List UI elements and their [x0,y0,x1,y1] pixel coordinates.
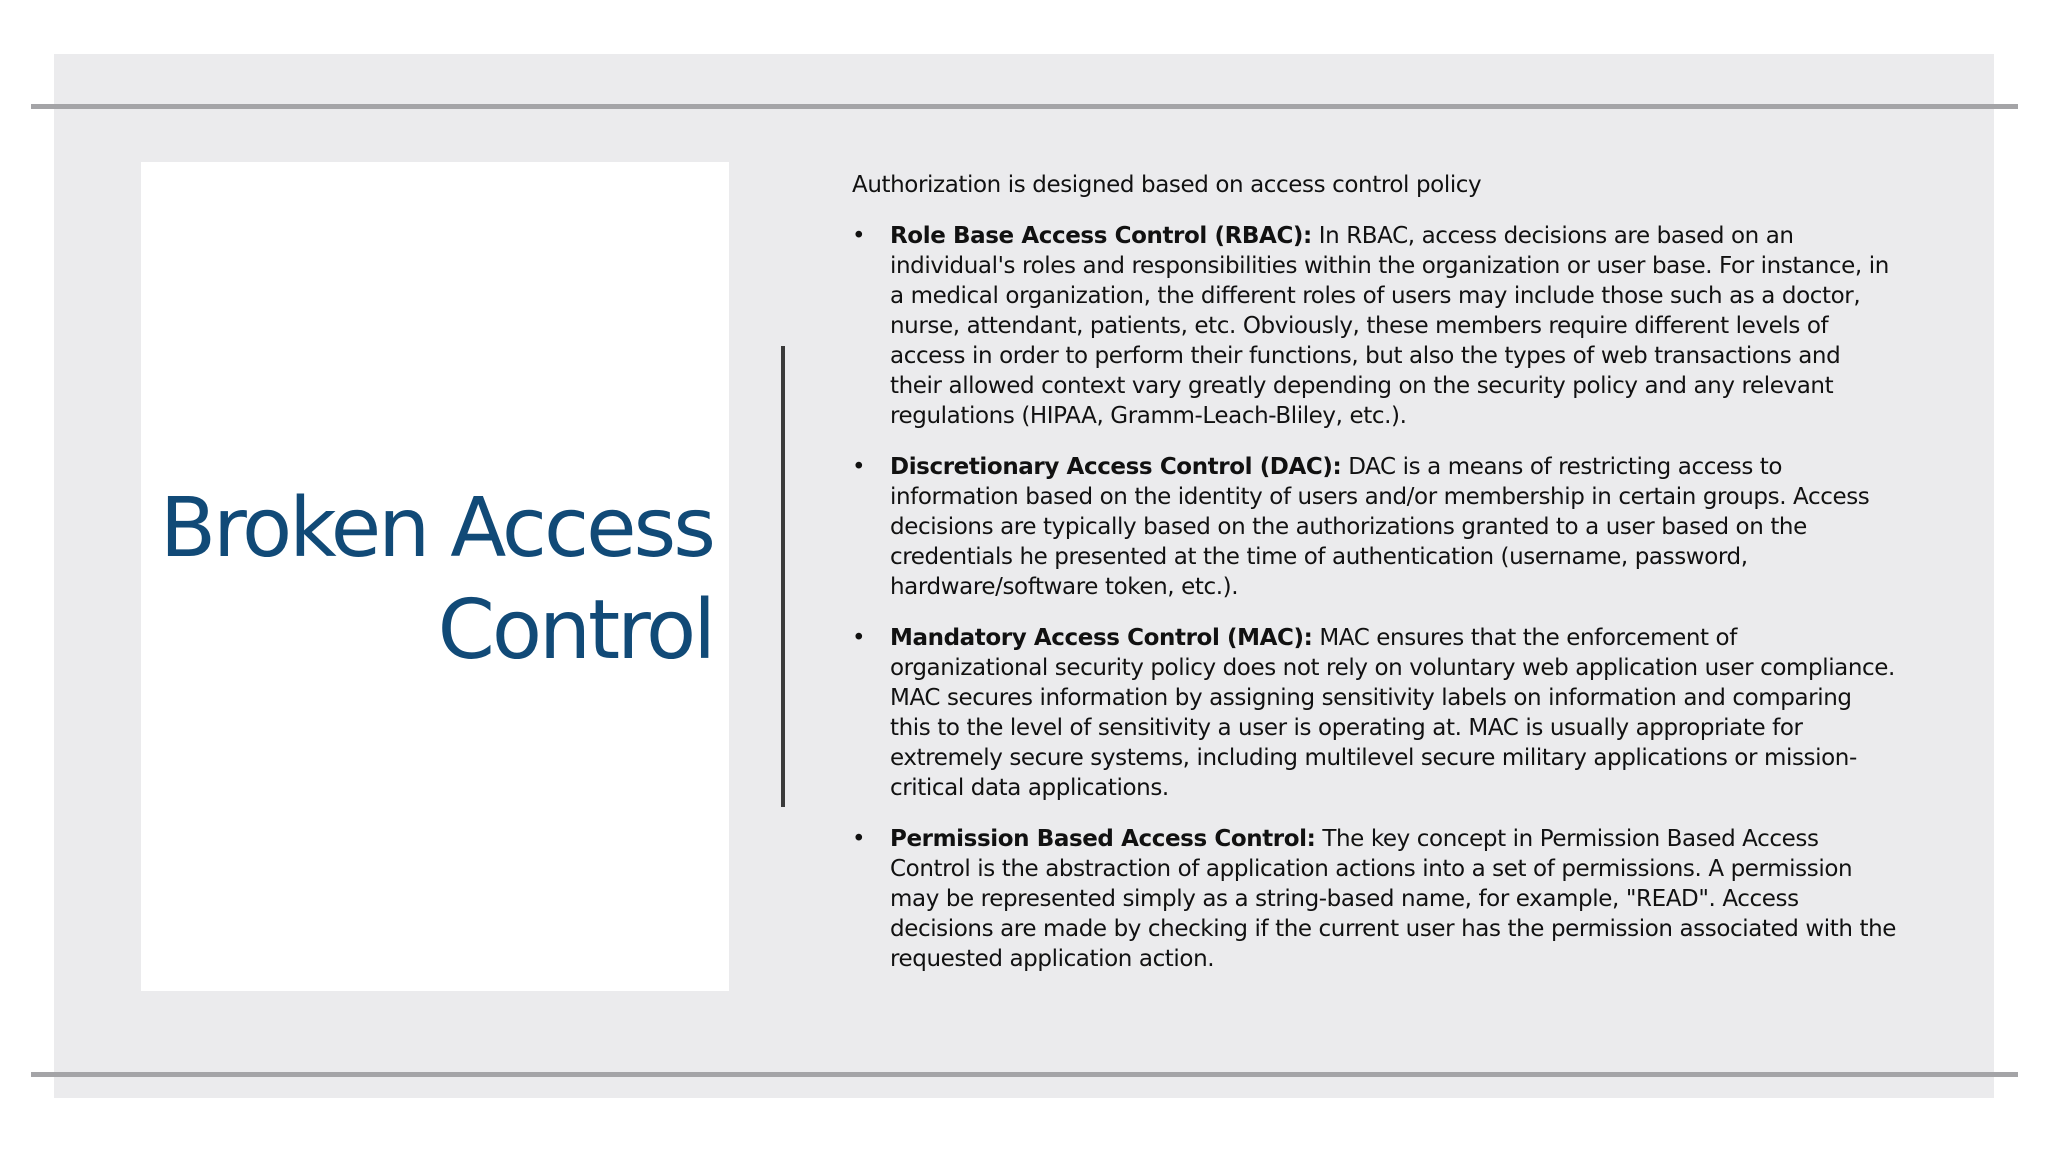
bullet-rbac [852,221,1897,431]
bullet-text: In RBAC, access decisions are based on an individual's roles and responsibilities within the organization or user base. For instance, in a medical organization, the different roles of users may include those such as a doctor, nurse, attendant, patients, etc. Obviously, these members require different levels of access in order to perform their functions, but also the types of web transactions and their allowed context vary greatly depending on the security policy and any relevant regulations (HIPAA, Gramm-Leach-Bliley, etc.). [890,223,1889,429]
intro-text: Authorization is designed based on access control policy [852,172,1482,198]
bullet-marker: • [852,625,866,651]
slide-content [852,170,1897,995]
bullet-text: MAC ensures that the enforcement of organizational security policy does not rely on voluntary web application user compliance. MAC secures information by assigning sensitivity labels on information and comparing this to the level of sensitivity a user is operating at. MAC is usually appropriate for extremely secure systems, including multilevel secure military applications or mission-critical data applications. [890,625,1895,801]
bottom-rule [31,1072,2018,1077]
bullet-marker: • [852,223,866,249]
bullet-permission-based [852,824,1897,974]
bullet-marker: • [852,454,866,480]
bullet-term: Role Base Access Control (RBAC): [890,223,1312,249]
bullet-term: Discretionary Access Control (DAC): [890,454,1342,480]
top-rule [31,104,2018,109]
slide-title-line: Control [437,583,713,678]
bullet-term: Permission Based Access Control: [890,826,1316,852]
slide-title-line: Broken Access [159,481,713,576]
bullet-marker: • [852,826,866,852]
bullet-text: The key concept in Permission Based Access Control is the abstraction of application actions into a set of permissions. A permission may be represented simply as a string-based name, for example, "READ". Access decisions are made by checking if the current user has the permission associated with the requested application action. [890,826,1897,972]
bullet-text: DAC is a means of restricting access to information based on the identity of users and/or membership in certain groups. Access decisions are typically based on the authorizations granted to a user based on the credentials he presented at the time of authentication (username, password, hardware/software token, etc.). [890,454,1870,600]
title-card [141,162,729,991]
bullet-list [852,221,1897,974]
bullet-dac [852,452,1897,602]
slide-title [160,478,713,682]
bullet-mac [852,623,1897,803]
vertical-divider [781,346,785,807]
bullet-term: Mandatory Access Control (MAC): [890,625,1313,651]
